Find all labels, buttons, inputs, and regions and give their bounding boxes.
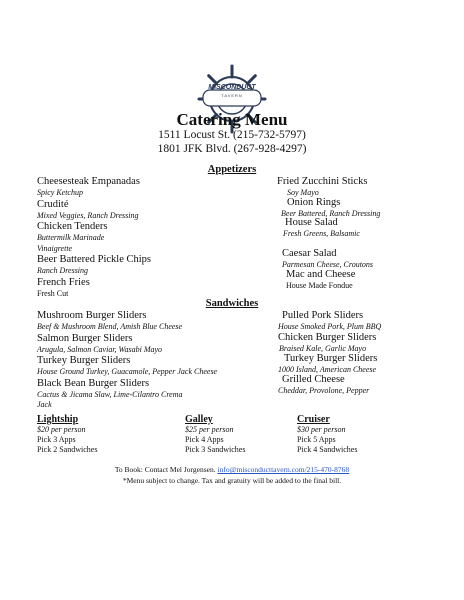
menu-item-desc: Beef & Mushroom Blend, Amish Blue Cheese (37, 322, 183, 331)
package-name: Cruiser (297, 414, 330, 425)
menu-item-name: House Salad (285, 217, 338, 228)
menu-item-desc: Arugula, Salmon Caviar, Wasabi Mayo (37, 344, 163, 354)
menu-item-name: Chicken Burger Sliders (278, 332, 377, 343)
menu-item-desc: Jack (37, 400, 52, 409)
menu-item-name: Cheesesteak Empanadas (37, 176, 140, 187)
menu-item-desc: Fresh Cut (37, 288, 69, 298)
menu-item-desc: Mixed Veggies, Ranch Dressing (37, 210, 139, 220)
appetizers-heading: Appetizers (207, 164, 257, 175)
menu-item-name: Beer Battered Pickle Chips (37, 254, 152, 265)
menu-item-name: Turkey Burger Sliders (37, 355, 131, 366)
menu-item-desc: 1000 Island, American Cheese (278, 365, 377, 374)
menu-item-name: Grilled Cheese (282, 374, 345, 385)
package-apps: Pick 4 Apps (185, 435, 224, 444)
booking-contact: To Book: Contact Mel Jorgensen. (114, 465, 216, 474)
menu-item-name: Mushroom Burger Sliders (37, 310, 147, 321)
menu-item-name: Black Bean Burger Sliders (37, 377, 150, 389)
package-price: $30 per person (297, 425, 346, 434)
menu-item-desc: House Made Fondue (286, 281, 353, 290)
sandwiches-heading: Sandwiches (205, 298, 259, 309)
package-cruiser (297, 414, 357, 455)
menu-item-name: Pulled Pork Sliders (282, 310, 364, 321)
menu-item-desc: Buttermilk Marinade (37, 233, 105, 242)
booking-contact-link[interactable]: info@misconducttavern.com/215-470-8768 (217, 465, 350, 474)
address-locust: 1511 Locust St. (215-732-5797) (158, 129, 306, 141)
logo-subtext: TAVERN (221, 93, 243, 98)
menu-item-name: Caesar Salad (282, 248, 337, 259)
menu-item-name: Turkey Burger Sliders (284, 353, 378, 364)
menu-item-name: Chicken Tenders (37, 221, 108, 232)
logo-text: MISCONDUCT (208, 84, 256, 91)
package-price: $25 per person (185, 425, 234, 434)
menu-item-desc: Vinaigrette (37, 243, 73, 253)
menu-item-name: Crudité (37, 198, 69, 210)
menu-item-desc: Cactus & Jicama Slaw, Lime-Cilantro Crema (37, 389, 183, 399)
menu-item-name: Fried Zucchini Sticks (277, 176, 368, 187)
package-apps: Pick 3 Apps (37, 435, 76, 444)
menu-item-desc: Ranch Dressing (37, 266, 89, 275)
menu-item-desc: House Smoked Pork, Plum BBQ (278, 322, 382, 331)
address-jfk: 1801 JFK Blvd. (267-928-4297) (157, 143, 307, 155)
menu-item-name: Onion Rings (287, 197, 341, 208)
package-name: Galley (185, 414, 213, 425)
package-name: Lightship (37, 414, 79, 425)
menu-item-desc: Spicy Ketchup (37, 188, 83, 197)
package-lightship (37, 414, 97, 455)
menu-item-name: French Fries (37, 276, 90, 288)
package-sandwiches: Pick 2 Sandwiches (37, 445, 98, 454)
sandwiches-left-column (37, 310, 217, 411)
package-galley (185, 414, 245, 455)
package-sandwiches: Pick 3 Sandwiches (185, 445, 246, 454)
menu-item-name: Mac and Cheese (286, 269, 356, 280)
menu-item-name: Salmon Burger Sliders (37, 332, 133, 344)
booking-line (0, 465, 464, 474)
menu-item-desc: Soy Mayo (287, 188, 319, 197)
menu-disclaimer: *Menu subject to change. Tax and gratuity will be added to the final bill. (122, 476, 342, 485)
package-apps: Pick 5 Apps (297, 435, 336, 444)
menu-item-desc: Braised Kale, Garlic Mayo (279, 344, 367, 353)
package-price: $20 per person (37, 425, 86, 434)
appetizers-left-column (37, 176, 151, 299)
menu-item-desc: House Ground Turkey, Guacamole, Pepper Jack Cheese (37, 367, 218, 376)
menu-item-desc: Fresh Greens, Balsamic (283, 229, 360, 238)
menu-item-desc: Cheddar, Provolone, Pepper (278, 386, 370, 395)
page-title: Catering Menu (176, 110, 288, 129)
menu-item-desc: Beer Battered, Ranch Dressing (281, 209, 381, 218)
menu-item-desc: Parmesan Cheese, Croutons (282, 260, 374, 269)
package-sandwiches: Pick 4 Sandwiches (297, 445, 358, 454)
